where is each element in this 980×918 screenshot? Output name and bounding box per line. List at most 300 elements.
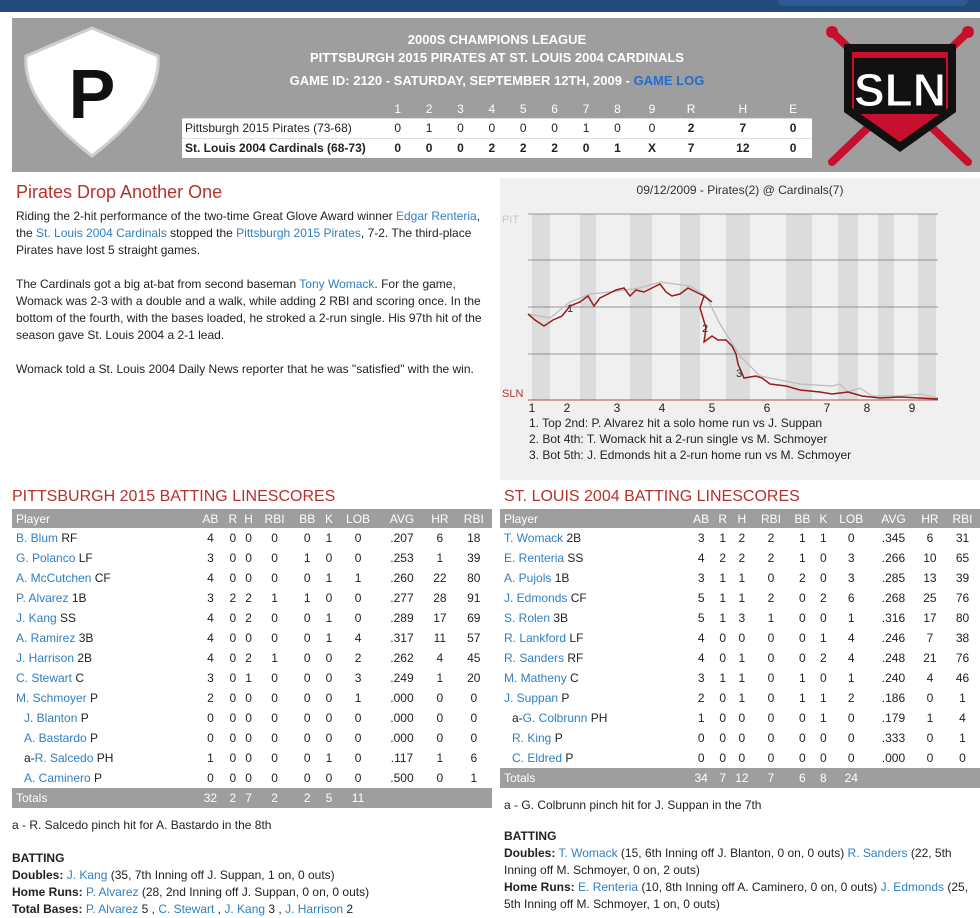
player-link[interactable]: M. Schmoyer (16, 691, 87, 705)
player-link[interactable]: J. Blanton (24, 711, 78, 725)
stat-cell: 1 (819, 691, 827, 705)
table-row (12, 548, 492, 568)
team-link-pittsburgh[interactable]: Pittsburgh 2015 Pirates (236, 226, 361, 240)
stat-cell: 1 (738, 571, 746, 585)
stat-cell: 2 (697, 691, 705, 705)
linescore-cell: 12 (711, 138, 774, 158)
stat-cell: 17 (433, 611, 447, 625)
linescore-cell: 0 (382, 118, 413, 138)
stat-cell: .207 (390, 531, 414, 545)
stat-cell: 76 (955, 591, 970, 605)
player-position: SS (567, 551, 584, 565)
player-cell (500, 588, 687, 608)
batting-col-header: RBI (456, 509, 492, 528)
totals-cell (945, 768, 980, 788)
player-link[interactable]: C. Stewart (16, 671, 73, 685)
stat-cell: 17 (923, 611, 937, 625)
stat-cell: 4 (207, 631, 214, 645)
stat-cell: 0 (719, 651, 727, 665)
stat-cell: 13 (923, 571, 937, 585)
stat-cell: 0 (738, 751, 746, 765)
table-row (12, 728, 492, 748)
player-link[interactable]: P. Alvarez (16, 591, 69, 605)
linescore-col-header: 3 (457, 101, 464, 116)
stat-cell: 0 (767, 711, 775, 725)
stat-cell: 3 (207, 551, 214, 565)
stat-cell: 21 (923, 651, 937, 665)
wp-marker-3: 3 (736, 368, 743, 380)
totals-cell: 2 (293, 788, 322, 808)
totals-cell: Totals (12, 788, 196, 808)
batting-col-header: AVG (380, 509, 424, 528)
totals-cell (380, 788, 424, 808)
stat-cell: .117 (390, 751, 414, 765)
batting-col-header: R (225, 509, 241, 528)
player-link[interactable]: A. Caminero (24, 771, 91, 785)
batting-col-header: R (715, 509, 730, 528)
stat-cell: 0 (354, 771, 362, 785)
player-link[interactable]: J. Suppan (504, 691, 559, 705)
stat-cell: 0 (271, 671, 278, 685)
stat-cell: 0 (819, 731, 827, 745)
stat-cell: 0 (303, 691, 311, 705)
player-link[interactable]: S. Rolen (504, 611, 551, 625)
stat-cell: 22 (433, 571, 447, 585)
player-link[interactable]: A. McCutchen (16, 571, 92, 585)
stat-cell: 0 (799, 591, 806, 605)
totals-cell: 7 (241, 788, 257, 808)
stat-cell: 0 (436, 771, 444, 785)
linescore-cell: 0 (539, 118, 570, 138)
stat-cell: 1 (325, 531, 333, 545)
player-link-p-alvarez[interactable]: P. Alvarez (85, 902, 139, 916)
totals-cell: 6 (788, 768, 816, 788)
stat-cell: 3 (207, 591, 214, 605)
stat-cell: 0 (303, 771, 311, 785)
table-row (500, 628, 980, 648)
story-paragraph-1 (16, 208, 486, 259)
player-cell (12, 768, 196, 788)
player-link[interactable]: E. Renteria (504, 551, 565, 565)
player-link[interactable]: A. Bastardo (24, 731, 87, 745)
stat-cell: 0 (303, 651, 311, 665)
stat-cell: 0 (799, 711, 806, 725)
totals-cell: 11 (336, 788, 380, 808)
player-link[interactable]: J. Harrison (16, 651, 75, 665)
pit-batting-header (12, 509, 492, 528)
game-log-link[interactable]: GAME LOG (633, 73, 705, 88)
player-cell (12, 668, 196, 688)
stat-cell: 3 (847, 551, 855, 565)
stat-cell: 0 (719, 631, 727, 645)
stat-cell: 3 (207, 671, 214, 685)
stat-cell: 0 (719, 731, 727, 745)
batting-col-header: RBI (945, 509, 980, 528)
stat-cell: 1 (436, 671, 444, 685)
stat-cell: 6 (926, 531, 934, 545)
stat-cell: 4 (436, 651, 444, 665)
stat-cell: 0 (767, 571, 775, 585)
stat-cell: 4 (926, 671, 934, 685)
player-link-j-harrison[interactable]: J. Harrison (285, 902, 344, 916)
stat-cell: 0 (767, 651, 775, 665)
doubles-text: (35, 7th Inning off J. Suppan, 1 on, 0 outs) (107, 868, 335, 882)
stat-cell: 1 (271, 591, 278, 605)
stat-cell: 0 (271, 551, 278, 565)
player-cell (12, 628, 196, 648)
linescore-col-header: 8 (614, 101, 621, 116)
stat-cell: 1 (354, 571, 362, 585)
batting-col-header: AVG (872, 509, 915, 528)
stat-cell: 1 (799, 671, 806, 685)
cardinals-logo (824, 20, 976, 170)
stat-cell: 2 (738, 551, 746, 565)
linescore-cell: 0 (413, 138, 444, 158)
stat-cell: .249 (390, 671, 414, 685)
total-bases-text: 2 (343, 902, 354, 916)
totals-cell: 2 (256, 788, 292, 808)
stat-cell: 0 (767, 631, 775, 645)
stat-cell: 4 (207, 531, 214, 545)
batting-col-header: RBI (256, 509, 292, 528)
batting-col-header: K (816, 509, 830, 528)
player-position: P (80, 711, 89, 725)
linescore-team-name: Pittsburgh 2015 Pirates (73-68) (182, 118, 382, 138)
player-link[interactable]: J. Edmonds (504, 591, 568, 605)
stat-cell: 0 (229, 551, 237, 565)
player-link[interactable]: B. Blum (16, 531, 59, 545)
stat-cell: 0 (436, 731, 444, 745)
batting-col-header: BB (788, 509, 816, 528)
player-link-j-kang[interactable]: J. Kang (66, 868, 108, 882)
stat-cell: 1 (719, 571, 727, 585)
stat-cell: 4 (697, 631, 705, 645)
stat-cell: 0 (738, 631, 746, 645)
player-position: RF (61, 531, 78, 545)
stat-cell: 2 (767, 531, 775, 545)
stat-cell: .253 (390, 551, 414, 565)
stat-cell: 4 (847, 651, 855, 665)
player-position: P (565, 751, 574, 765)
stat-cell: 0 (245, 731, 252, 745)
stat-cell: 0 (354, 731, 362, 745)
player-link-j-kang[interactable]: J. Kang (224, 902, 266, 916)
stat-cell: 1 (436, 751, 444, 765)
stat-cell: 46 (955, 671, 970, 685)
batting-col-header: BB (293, 509, 322, 528)
stat-cell: 1 (819, 531, 827, 545)
top-nav-bar (0, 0, 980, 12)
stat-cell: 1 (719, 671, 727, 685)
stat-cell: 0 (847, 731, 855, 745)
stat-cell: 1 (303, 551, 311, 565)
linescore-header (182, 100, 812, 118)
wp-note-1: 1. Top 2nd: P. Alvarez hit a solo home run vs J. Suppan (529, 416, 823, 430)
totals-cell: 24 (830, 768, 872, 788)
stat-cell: 0 (229, 651, 237, 665)
player-link[interactable]: R. Lankford (504, 631, 567, 645)
linescore-col-header: 5 (519, 101, 527, 116)
stat-cell: 0 (303, 751, 311, 765)
stat-cell: 57 (467, 631, 481, 645)
stat-cell: 0 (229, 771, 237, 785)
nav-search-pill[interactable] (778, 0, 968, 6)
player-link[interactable]: R. Salcedo (34, 751, 94, 765)
stat-cell: 25 (923, 591, 937, 605)
linescore-col-header: 2 (425, 101, 433, 116)
stat-cell: 0 (271, 711, 278, 725)
stat-cell: .248 (881, 651, 906, 665)
player-position: PH (590, 711, 608, 725)
stat-cell: 7 (926, 631, 934, 645)
stat-cell: .285 (881, 571, 906, 585)
sln-batting-details (500, 828, 980, 913)
stat-cell: 2 (819, 651, 827, 665)
stat-cell: 0 (847, 751, 855, 765)
linescore-cell: 0 (570, 138, 601, 158)
stat-cell: 11 (433, 631, 447, 645)
player-link-p-alvarez[interactable]: P. Alvarez (86, 885, 139, 899)
story-text: Riding the 2-hit performance of the two-time Great Glove Award winner (16, 209, 396, 223)
table-row (500, 528, 980, 548)
stat-cell: 0 (303, 571, 311, 585)
story-paragraph-2 (16, 276, 486, 344)
stat-cell: 0 (207, 731, 214, 745)
player-link[interactable]: G. Polanco (16, 551, 76, 565)
stat-cell: 2 (229, 591, 237, 605)
linescore-col-header (182, 100, 382, 118)
player-cell (500, 688, 687, 708)
stat-cell: 0 (229, 631, 237, 645)
stat-cell: 0 (354, 751, 362, 765)
home-runs-text: (25, 5th Inning off M. Schmoyer, 1 on, 0 outs) (504, 880, 969, 911)
cardinals-logo-text: SLN (854, 64, 946, 116)
table-row (12, 608, 492, 628)
player-link[interactable]: T. Womack (504, 531, 564, 545)
stat-cell: 1 (799, 691, 806, 705)
wp-note-2: 2. Bot 4th: T. Womack hit a 2-run single vs M. Schmoyer (529, 432, 828, 446)
linescore-cell: 2 (539, 138, 570, 158)
stat-cell: 1 (819, 711, 827, 725)
table-row (500, 708, 980, 728)
stat-cell: 0 (819, 671, 827, 685)
stat-cell: 1 (738, 651, 746, 665)
inning-tick-label: 1 (528, 401, 536, 415)
player-link[interactable]: G. Colbrunn (522, 711, 588, 725)
stat-cell: 0 (847, 711, 855, 725)
totals-cell: 5 (322, 788, 337, 808)
player-link-t-womack[interactable]: T. Womack (558, 846, 618, 860)
pit-batting-details (12, 850, 492, 918)
stat-cell: 0 (325, 671, 333, 685)
player-position: P (561, 691, 570, 705)
batting-col-header: AB (687, 509, 715, 528)
player-position: C (570, 671, 579, 685)
stat-cell: 2 (767, 551, 775, 565)
player-position: 2B (566, 531, 582, 545)
doubles-label: Doubles: (504, 846, 556, 860)
player-link[interactable]: M. Matheny (504, 671, 567, 685)
batting-col-header: LOB (336, 509, 380, 528)
stat-cell: 0 (229, 671, 237, 685)
player-cell (500, 728, 687, 748)
player-position: 1B (71, 591, 87, 605)
player-link-e-renteria[interactable]: E. Renteria (578, 880, 639, 894)
linescore-row (182, 118, 812, 138)
player-link[interactable]: A. Ramirez (16, 631, 76, 645)
player-cell (12, 748, 196, 768)
player-cell (12, 648, 196, 668)
stat-cell: 20 (467, 671, 481, 685)
linescore-col-header: 9 (648, 101, 656, 116)
league-title: 2000S CHAMPIONS LEAGUE (407, 32, 587, 47)
stat-cell: 4 (354, 631, 362, 645)
stat-cell: 5 (697, 591, 705, 605)
player-link-edgar-renteria[interactable]: Edgar Renteria (395, 209, 477, 223)
stat-cell: 4 (697, 651, 705, 665)
stat-cell: 2 (767, 591, 775, 605)
sub-prefix: a- (24, 751, 35, 765)
stat-cell: 0 (354, 711, 362, 725)
stat-cell: 0 (271, 751, 278, 765)
player-position: 3B (78, 631, 94, 645)
totals-row (500, 768, 980, 788)
stat-cell: 2 (819, 591, 827, 605)
pit-batting-section (12, 488, 492, 918)
player-link[interactable]: C. Eldred (512, 751, 563, 765)
stat-cell: 1 (271, 651, 278, 665)
stat-cell: 0 (303, 731, 311, 745)
stat-cell: 91 (467, 591, 481, 605)
stat-cell: 0 (271, 571, 278, 585)
stat-cell: 0 (303, 631, 311, 645)
stat-cell: 1 (819, 631, 827, 645)
stat-cell: 0 (325, 651, 333, 665)
team-link-st-louis[interactable]: St. Louis 2004 Cardinals (36, 226, 167, 240)
linescore-cell: 0 (602, 118, 633, 138)
stat-cell: 0 (470, 731, 478, 745)
player-link-tony-womack[interactable]: Tony Womack (299, 277, 375, 291)
stat-cell: 0 (303, 531, 311, 545)
matchup-title: PITTSBURGH 2015 PIRATES AT ST. LOUIS 2004 CARDINALS (310, 50, 684, 65)
wp-note-3: 3. Bot 5th: J. Edmonds hit a 2-run home run vs M. Schmoyer (529, 448, 852, 462)
win-probability-title: 09/12/2009 - Pirates(2) @ Cardinals(7) (636, 183, 844, 197)
stat-cell: 45 (467, 651, 481, 665)
linescore-cell: 2 (476, 138, 507, 158)
table-row (12, 708, 492, 728)
player-link[interactable]: R. Sanders (504, 651, 565, 665)
stat-cell: 1 (847, 611, 855, 625)
story-headline: Pirates Drop Another One (16, 182, 223, 202)
stat-cell: 0 (799, 651, 806, 665)
doubles-text: (15, 6th Inning off J. Blanton, 0 on, 0 outs) (617, 846, 848, 860)
linescore-col-header: 7 (582, 101, 590, 116)
stat-cell: 0 (354, 531, 362, 545)
linescore-row (182, 138, 812, 158)
table-row (12, 588, 492, 608)
batting-col-header: H (241, 509, 257, 528)
stat-cell: 1 (926, 711, 934, 725)
stat-cell: 6 (847, 591, 855, 605)
player-cell (12, 528, 196, 548)
stat-cell: .317 (390, 631, 414, 645)
win-probability-notes (529, 415, 851, 463)
player-link-j-edmonds[interactable]: J. Edmonds (880, 880, 945, 894)
linescore-cell: 0 (633, 118, 671, 138)
batting-col-header: Player (12, 509, 196, 528)
stat-cell: 1 (847, 671, 855, 685)
stat-cell: 0 (767, 751, 775, 765)
stat-cell: 28 (433, 591, 447, 605)
stat-cell: 0 (697, 751, 705, 765)
sln-axis-label: SLN (502, 388, 524, 400)
player-position: P (90, 731, 99, 745)
stat-cell: 0 (819, 551, 827, 565)
sln-batting-note: a - G. Colbrunn pinch hit for J. Suppan in the 7th (504, 798, 762, 812)
stat-cell: 0 (738, 731, 746, 745)
linescore-cell: 0 (445, 118, 476, 138)
stat-cell: 0 (354, 591, 362, 605)
player-link[interactable]: J. Kang (16, 611, 57, 625)
stat-cell: 1 (207, 751, 214, 765)
linescore-cell: 7 (671, 138, 712, 158)
stat-cell: 0 (325, 691, 333, 705)
stat-cell: 0 (229, 731, 237, 745)
player-position: 2B (77, 651, 93, 665)
pirates-logo-letter: P (68, 55, 116, 133)
totals-cell: 7 (754, 768, 789, 788)
total-bases-label: Total Bases: (12, 902, 83, 916)
batting-col-header: LOB (830, 509, 872, 528)
story-text: , the (16, 209, 481, 240)
table-row (12, 668, 492, 688)
player-link[interactable]: R. King (512, 731, 552, 745)
stat-cell: 0 (325, 771, 333, 785)
linescore-team-name: St. Louis 2004 Cardinals (68-73) (182, 138, 382, 158)
stat-cell: 0 (719, 751, 727, 765)
linescore-col-header: 6 (551, 101, 558, 116)
inning-tick-label: 9 (908, 401, 916, 415)
stat-cell: 4 (959, 711, 966, 725)
stat-cell: 2 (847, 691, 855, 705)
stat-cell: 80 (955, 611, 970, 625)
totals-row (12, 788, 492, 808)
totals-cell: 34 (687, 768, 715, 788)
table-row (500, 648, 980, 668)
table-row (500, 728, 980, 748)
player-cell (500, 548, 687, 568)
stat-cell: 69 (467, 611, 481, 625)
stat-cell: 0 (229, 711, 237, 725)
linescore-cell: 1 (570, 118, 601, 138)
linescore-cell: 1 (413, 118, 444, 138)
batting-col-header: H (730, 509, 753, 528)
player-link-r-sanders[interactable]: R. Sanders (847, 846, 908, 860)
totals-cell (872, 768, 915, 788)
stat-cell: 80 (467, 571, 481, 585)
stat-cell: 1 (325, 751, 333, 765)
table-row (12, 768, 492, 788)
stat-cell: 1 (325, 631, 333, 645)
player-link-c-stewart[interactable]: C. Stewart (158, 902, 215, 916)
stat-cell: 0 (271, 631, 278, 645)
doubles-label: Doubles: (12, 868, 64, 882)
player-link[interactable]: A. Pujols (504, 571, 552, 585)
linescore-cell: 0 (382, 138, 413, 158)
stat-cell: 2 (245, 611, 252, 625)
totals-cell: 7 (715, 768, 730, 788)
total-bases-text: 3 , (265, 902, 286, 916)
